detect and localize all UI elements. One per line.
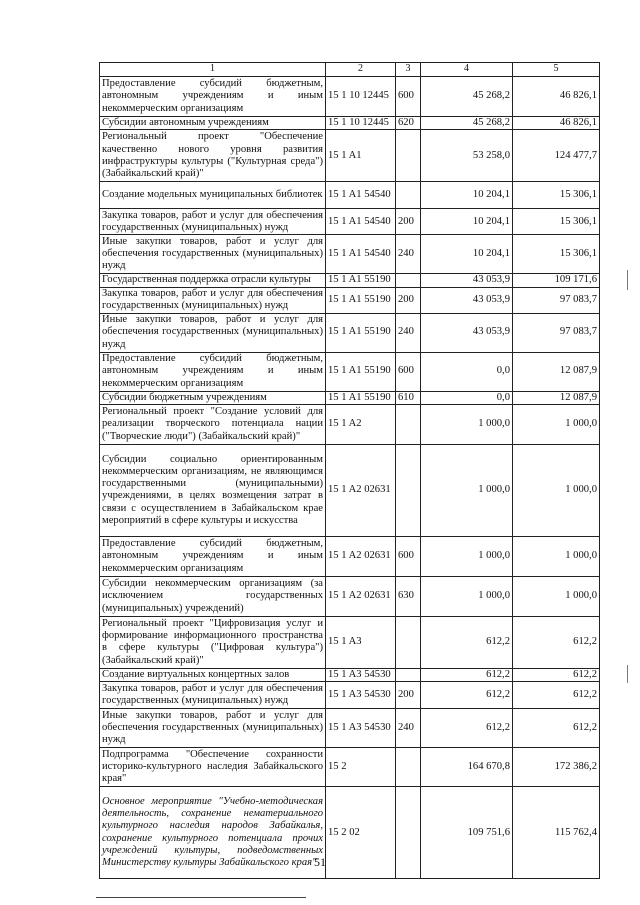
row-value-2-cell: 12 087,9 [513,352,600,391]
row-name-cell: Государственная поддержка отрасли культуры [100,274,326,287]
row-code-cell: 15 1 A1 55190 [326,287,396,313]
row-type-cell [396,130,421,182]
table-row [100,313,600,352]
header-cell-2: 2 [326,63,396,77]
table-row [100,287,600,313]
row-code-cell: 15 1 A3 [326,616,396,668]
row-type-cell: 240 [396,313,421,352]
row-name-cell: Создание виртуальных концертных залов [100,668,326,681]
row-value-2-cell: 15 306,1 [513,182,600,209]
row-name-cell: Закупка товаров, работ и услуг для обеспечения государственных (муниципальных) нужд [100,287,326,313]
row-type-cell [396,616,421,668]
row-value-1-cell: 164 670,8 [421,748,513,787]
row-name-cell: Субсидии социально ориентированным некоммерческим организациям, не являющимся государственными (муниципальными) учреждениями, в целях возмещения затрат в связи с осуществлением в Забайкальском крае мероприятий в сфере культуры и искусства [100,444,326,536]
table-row [100,748,600,787]
row-code-cell: 15 1 A1 54540 [326,182,396,209]
row-value-2-cell: 109 171,6 [513,274,600,287]
row-code-cell: 15 1 A2 02631 [326,444,396,536]
table-row [100,130,600,182]
row-name-cell: Региональный проект "Создание условий для реализации творческого потенциала нации ("Творческие люди") (Забайкальский край)" [100,404,326,444]
table-row [100,352,600,391]
row-name-cell: Субсидии бюджетным учреждениям [100,391,326,404]
row-value-1-cell: 1 000,0 [421,536,513,576]
row-value-2-cell: 1 000,0 [513,576,600,616]
row-value-2-cell: 115 762,4 [513,787,600,879]
row-value-1-cell: 612,2 [421,709,513,748]
table-row [100,668,600,681]
header-cell-3: 3 [396,63,421,77]
row-type-cell: 240 [396,709,421,748]
table-row [100,709,600,748]
row-value-2-cell: 1 000,0 [513,404,600,444]
row-code-cell: 15 1 A2 02631 [326,536,396,576]
row-name-cell: Региональный проект "Цифровизация услуг и формирование информационного пространства в сфере культуры ("Цифровая культура") (Забайкальский край)" [100,616,326,668]
row-value-2-cell: 46 826,1 [513,117,600,130]
row-value-2-cell: 172 386,2 [513,748,600,787]
row-type-cell: 200 [396,209,421,235]
row-value-1-cell: 0,0 [421,391,513,404]
row-type-cell: 600 [396,77,421,117]
row-value-1-cell: 45 268,2 [421,77,513,117]
row-value-1-cell: 43 053,9 [421,313,513,352]
row-code-cell: 15 2 [326,748,396,787]
table-row [100,404,600,444]
header-row [100,63,600,77]
row-value-2-cell: 124 477,7 [513,130,600,182]
row-name-cell: Закупка товаров, работ и услуг для обеспечения государственных (муниципальных) нужд [100,209,326,235]
table-row [100,235,600,274]
row-type-cell: 200 [396,287,421,313]
header-cell-1: 1 [100,63,326,77]
row-code-cell: 15 1 10 12445 [326,117,396,130]
row-name-cell: Иные закупки товаров, работ и услуг для обеспечения государственных (муниципальных) нужд [100,709,326,748]
row-value-1-cell: 612,2 [421,682,513,709]
row-code-cell: 15 1 A1 55190 [326,391,396,404]
table-row [100,536,600,576]
row-code-cell: 15 1 A1 [326,130,396,182]
row-value-2-cell: 612,2 [513,616,600,668]
row-code-cell: 15 1 A1 55190 [326,274,396,287]
page-number: 51 [314,855,326,869]
row-value-2-cell: 97 083,7 [513,313,600,352]
row-value-1-cell: 612,2 [421,616,513,668]
row-name-cell: Региональный проект "Обеспечение качественно нового уровня развития инфраструктуры культуры ("Культурная среда") (Забайкальский край)" [100,130,326,182]
row-name-cell: Субсидии автономным учреждениям [100,117,326,130]
row-name-cell: Создание модельных муниципальных библиотек [100,182,326,209]
table-row [100,682,600,709]
row-value-1-cell: 109 751,6 [421,787,513,879]
row-value-1-cell: 45 268,2 [421,117,513,130]
row-name-cell: Предоставление субсидий бюджетным, автономным учреждениям и иным некоммерческим организациям [100,352,326,391]
row-value-1-cell: 43 053,9 [421,287,513,313]
table-row [100,444,600,536]
row-value-2-cell: 97 083,7 [513,287,600,313]
row-type-cell [396,274,421,287]
row-type-cell: 600 [396,352,421,391]
row-value-1-cell: 53 258,0 [421,130,513,182]
row-name-cell: Основное мероприятие "Учебно-методическая деятельность, сохранение нематериального культурного наследия народов Забайкалья, сохранение культурного потенциала прочих учреждений культуры, подведомственных Министерству культуры Забайкальского края" [100,787,326,879]
row-value-2-cell: 612,2 [513,709,600,748]
row-code-cell: 15 1 A1 55190 [326,352,396,391]
row-code-cell: 15 1 A3 54530 [326,682,396,709]
row-value-1-cell: 43 053,9 [421,274,513,287]
header-cell-4: 4 [421,63,513,77]
table-row [100,576,600,616]
row-code-cell: 15 1 A3 54530 [326,668,396,681]
row-value-2-cell: 12 087,9 [513,391,600,404]
row-value-2-cell: 15 306,1 [513,235,600,274]
table-row [100,117,600,130]
row-code-cell: 15 1 A1 54540 [326,209,396,235]
row-value-2-cell: 612,2 [513,668,600,681]
row-code-cell: 15 1 A2 02631 [326,576,396,616]
row-type-cell: 610 [396,391,421,404]
table-row [100,182,600,209]
row-value-1-cell: 10 204,1 [421,182,513,209]
row-type-cell [396,182,421,209]
row-value-1-cell: 1 000,0 [421,444,513,536]
row-value-1-cell: 10 204,1 [421,209,513,235]
row-value-2-cell: 612,2 [513,682,600,709]
row-value-2-cell: 1 000,0 [513,536,600,576]
footer-rule [96,897,306,898]
row-name-cell: Подпрограмма "Обеспечение сохранности историко-культурного наследия Забайкальского края" [100,748,326,787]
table-row [100,391,600,404]
row-type-cell [396,404,421,444]
row-value-2-cell: 15 306,1 [513,209,600,235]
row-value-1-cell: 612,2 [421,668,513,681]
row-code-cell: 15 1 A1 55190 [326,313,396,352]
row-name-cell: Предоставление субсидий бюджетным, автономным учреждениям и иным некоммерческим организациям [100,536,326,576]
row-type-cell [396,748,421,787]
header-cell-5: 5 [513,63,600,77]
row-type-cell: 620 [396,117,421,130]
row-code-cell: 15 2 02 [326,787,396,879]
table-row [100,616,600,668]
row-name-cell: Иные закупки товаров, работ и услуг для обеспечения государственных (муниципальных) нужд [100,235,326,274]
margin-mark [627,270,628,290]
row-code-cell: 15 1 A3 54530 [326,709,396,748]
table-row [100,209,600,235]
row-name-cell: Закупка товаров, работ и услуг для обеспечения государственных (муниципальных) нужд [100,682,326,709]
row-name-cell: Иные закупки товаров, работ и услуг для обеспечения государственных (муниципальных) нужд [100,313,326,352]
row-code-cell: 15 1 A1 54540 [326,235,396,274]
row-value-1-cell: 0,0 [421,352,513,391]
table-row [100,274,600,287]
budget-table [99,62,600,879]
row-code-cell: 15 1 A2 [326,404,396,444]
row-type-cell: 600 [396,536,421,576]
row-value-1-cell: 10 204,1 [421,235,513,274]
row-type-cell [396,444,421,536]
row-value-2-cell: 46 826,1 [513,77,600,117]
margin-mark [627,665,628,683]
row-value-2-cell: 1 000,0 [513,444,600,536]
row-type-cell: 630 [396,576,421,616]
table-row [100,77,600,117]
row-type-cell: 240 [396,235,421,274]
row-type-cell: 200 [396,682,421,709]
row-value-1-cell: 1 000,0 [421,404,513,444]
row-type-cell [396,668,421,681]
row-code-cell: 15 1 10 12445 [326,77,396,117]
row-value-1-cell: 1 000,0 [421,576,513,616]
row-name-cell: Субсидии некоммерческим организациям (за исключением государственных (муниципальных) учреждений) [100,576,326,616]
row-name-cell: Предоставление субсидий бюджетным, автономным учреждениям и иным некоммерческим организациям [100,77,326,117]
